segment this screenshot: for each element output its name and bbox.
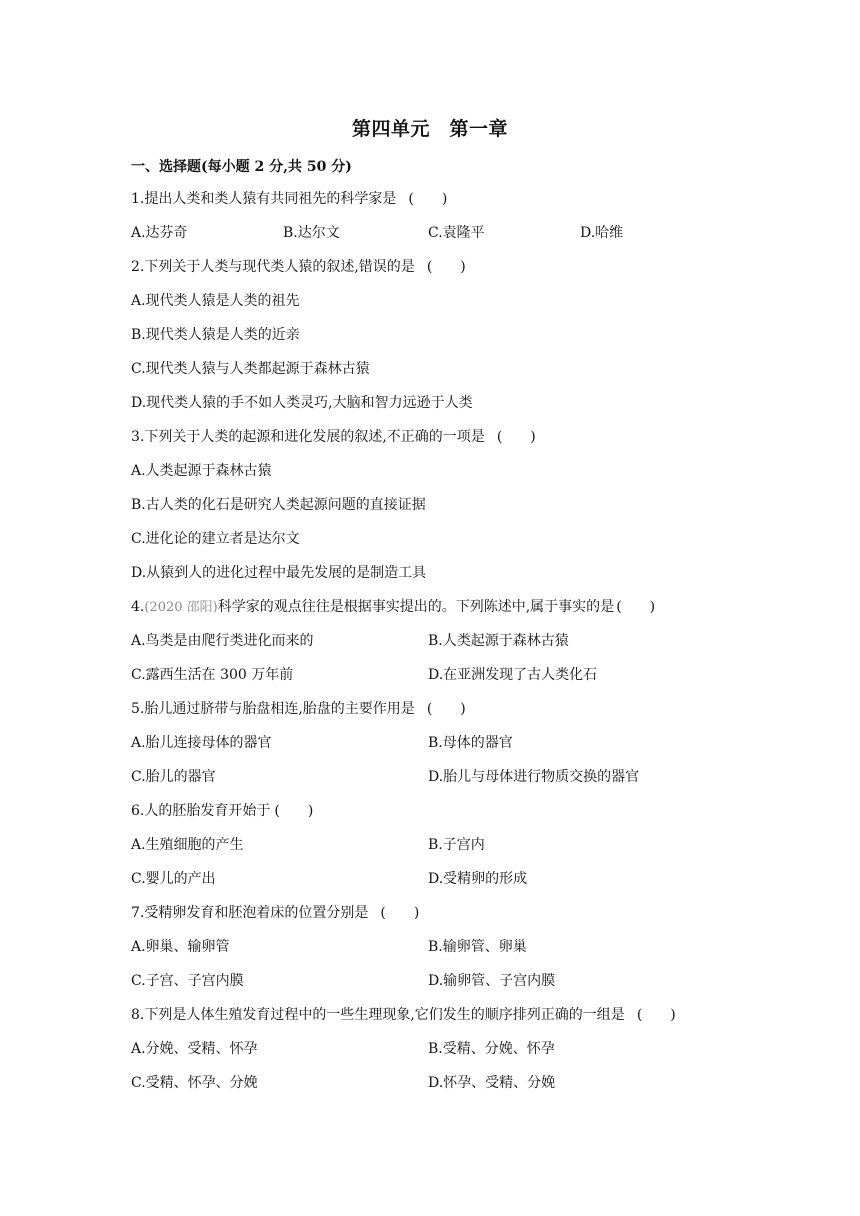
question-4-option-a: A.鸟类是由爬行类进化而来的 bbox=[131, 633, 314, 649]
answer-blank: ( ) bbox=[426, 701, 466, 717]
question-7-option-a: A.卵巢、输卵管 bbox=[131, 939, 230, 955]
question-1-option-b: B.达尔文 bbox=[283, 225, 340, 241]
question-7-stem bbox=[131, 903, 419, 923]
question-2-stem bbox=[131, 257, 466, 277]
question-3-option-a: A.人类起源于森林古猿 bbox=[131, 463, 272, 479]
question-stem-text: 7.受精卵发育和胚泡着床的位置分别是 bbox=[131, 905, 369, 921]
question-3-option-d: D.从猿到人的进化过程中最先发展的是制造工具 bbox=[131, 565, 427, 581]
answer-blank: ( ) bbox=[274, 803, 314, 819]
question-6-option-b: B.子宫内 bbox=[428, 837, 485, 853]
question-stem-text: 6.人的胚胎发育开始于 bbox=[131, 803, 271, 819]
question-stem-text: 1.提出人类和类人猿有共同祖先的科学家是 bbox=[131, 191, 397, 207]
page-title: 第四单元 第一章 bbox=[351, 118, 508, 140]
question-1-option-d: D.哈维 bbox=[580, 225, 624, 241]
answer-blank: ( ) bbox=[408, 191, 448, 207]
answer-blank: ( ) bbox=[636, 1007, 676, 1023]
question-6-option-d: D.受精卵的形成 bbox=[428, 871, 528, 887]
question-stem-text: 科学家的观点往往是根据事实提出的。下列陈述中,属于事实的是 bbox=[217, 599, 615, 615]
question-8-option-a: A.分娩、受精、怀孕 bbox=[131, 1041, 258, 1057]
question-1-stem bbox=[131, 189, 447, 209]
question-source: (2020 邵阳) bbox=[144, 600, 218, 615]
question-8-option-d: D.怀孕、受精、分娩 bbox=[428, 1075, 556, 1091]
question-5-option-c: C.胎儿的器官 bbox=[131, 769, 216, 785]
question-8-option-c: C.受精、怀孕、分娩 bbox=[131, 1075, 258, 1091]
question-5-stem bbox=[131, 699, 466, 719]
answer-blank: ( ) bbox=[616, 599, 656, 615]
question-7-option-b: B.输卵管、卵巢 bbox=[428, 939, 527, 955]
question-5-option-b: B.母体的器官 bbox=[428, 735, 513, 751]
question-3-option-b: B.古人类的化石是研究人类起源问题的直接证据 bbox=[131, 497, 426, 513]
question-2-option-b: B.现代类人猿是人类的近亲 bbox=[131, 327, 300, 343]
question-4-option-c: C.露西生活在 300 万年前 bbox=[131, 667, 294, 683]
question-number: 4. bbox=[131, 599, 145, 615]
question-stem-text: 3.下列关于人类的起源和进化发展的叙述,不正确的一项是 bbox=[131, 429, 485, 445]
question-5-option-d: D.胎儿与母体进行物质交换的器官 bbox=[428, 769, 640, 785]
question-stem-text: 5.胎儿通过脐带与胎盘相连,胎盘的主要作用是 bbox=[131, 701, 415, 717]
question-6-stem bbox=[131, 801, 313, 821]
question-2-option-a: A.现代类人猿是人类的祖先 bbox=[131, 293, 300, 309]
question-6-option-a: A.生殖细胞的产生 bbox=[131, 837, 244, 853]
section-heading: 一、选择题(每小题 2 分,共 50 分) bbox=[131, 159, 352, 175]
question-4-option-d: D.在亚洲发现了古人类化石 bbox=[428, 667, 598, 683]
question-6-option-c: C.婴儿的产出 bbox=[131, 871, 216, 887]
question-8-option-b: B.受精、分娩、怀孕 bbox=[428, 1041, 555, 1057]
question-1-option-c: C.袁隆平 bbox=[428, 225, 485, 241]
question-4-stem bbox=[131, 597, 655, 618]
answer-blank: ( ) bbox=[496, 429, 536, 445]
question-1-option-a: A.达芬奇 bbox=[131, 225, 188, 241]
question-3-stem bbox=[131, 427, 536, 447]
question-stem-text: 2.下列关于人类与现代类人猿的叙述,错误的是 bbox=[131, 259, 415, 275]
question-5-option-a: A.胎儿连接母体的器官 bbox=[131, 735, 272, 751]
question-7-option-d: D.输卵管、子宫内膜 bbox=[428, 973, 556, 989]
question-2-option-d: D.现代类人猿的手不如人类灵巧,大脑和智力远逊于人类 bbox=[131, 395, 473, 411]
question-8-stem bbox=[131, 1005, 676, 1025]
answer-blank: ( ) bbox=[380, 905, 420, 921]
answer-blank: ( ) bbox=[426, 259, 466, 275]
question-stem-text: 8.下列是人体生殖发育过程中的一些生理现象,它们发生的顺序排列正确的一组是 bbox=[131, 1007, 625, 1023]
question-4-option-b: B.人类起源于森林古猿 bbox=[428, 633, 569, 649]
question-2-option-c: C.现代类人猿与人类都起源于森林古猿 bbox=[131, 361, 370, 377]
question-7-option-c: C.子宫、子宫内膜 bbox=[131, 973, 244, 989]
question-3-option-c: C.进化论的建立者是达尔文 bbox=[131, 531, 300, 547]
